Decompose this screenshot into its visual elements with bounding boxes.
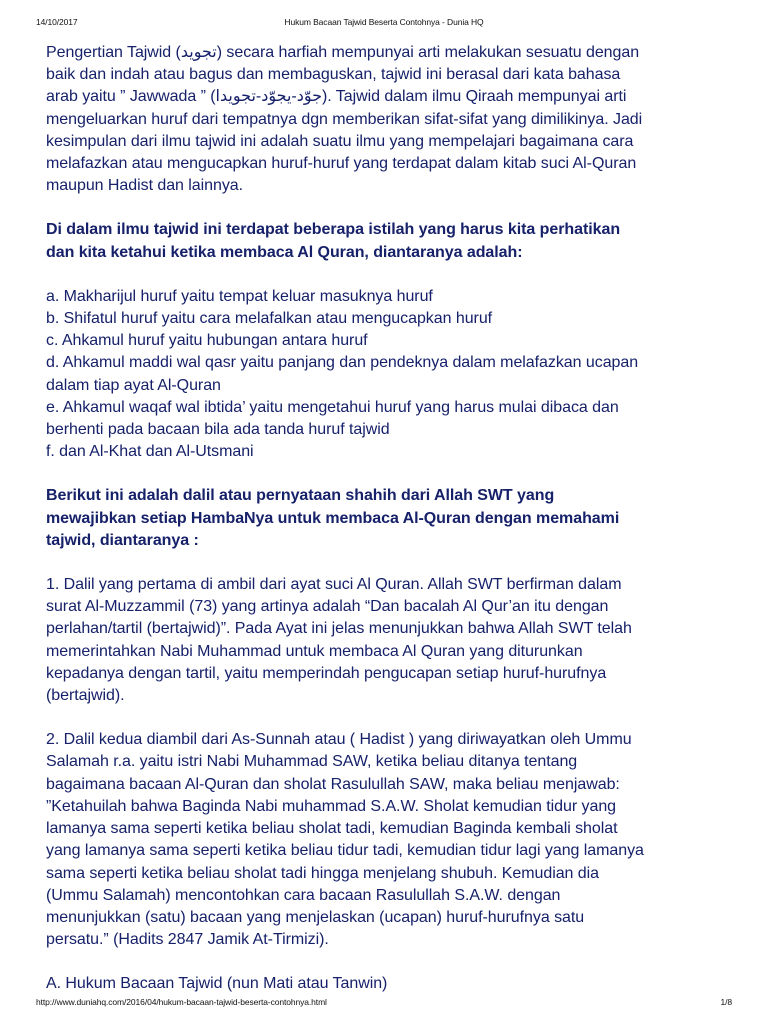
text-line: yang lamanya sama seperti ketika beliau tidur tadi, kemudian tidur lagi yang lamanya: [46, 842, 644, 860]
page-number: 1/8: [720, 997, 732, 1007]
list-item: dalam tiap ayat Al-Quran: [46, 376, 221, 394]
list-item: b. Shifatul huruf yaitu cara melafalkan atau mengucapkan huruf: [46, 310, 493, 328]
print-date: 14/10/2017: [36, 17, 78, 27]
text-line: (bertajwid).: [46, 687, 125, 705]
print-header: [0, 17, 768, 31]
text-line: Salamah r.a. yaitu istri Nabi Muhammad SAW, ketika beliau ditanya tentang: [46, 753, 578, 771]
print-footer: [0, 997, 768, 1011]
list-item: c. Ahkamul huruf yaitu hubungan antara huruf: [46, 332, 368, 350]
text-line: 2. Dalil kedua diambil dari As-Sunnah atau ( Hadist ) yang diriwayatkan oleh Ummu: [46, 731, 632, 749]
text-line: 1. Dalil yang pertama di ambil dari ayat suci Al Quran. Allah SWT berfirman dalam: [46, 576, 622, 594]
heading-line: Berikut ini adalah dalil atau pernyataan shahih dari Allah SWT yang: [46, 487, 555, 505]
text-line: lamanya sama seperti ketika beliau sholat tadi, kemudian Baginda kembali sholat: [46, 820, 618, 838]
heading-line: dan kita ketahui ketika membaca Al Quran, diantaranya adalah:: [46, 243, 523, 261]
text-line: surat Al-Muzzammil (73) yang artinya adalah “Dan bacalah Al Qur’an itu dengan: [46, 598, 609, 616]
text-line: persatu.” (Hadits 2847 Jamik At-Tirmizi).: [46, 931, 329, 949]
heading-line: Di dalam ilmu tajwid ini terdapat beberapa istilah yang harus kita perhatikan: [46, 221, 621, 239]
text-line: melafazkan atau mengucapkan huruf-huruf yang terdapat dalam kitab suci Al-Quran: [46, 155, 637, 173]
text-line: mengeluarkan huruf dari tempatnya dgn memberikan sifat-sifat yang dimilikinya. Jadi: [46, 110, 643, 128]
text-line: memerintahkan Nabi Muhammad untuk membaca Al Quran yang diturunkan: [46, 642, 583, 660]
list-item: f. dan Al-Khat dan Al-Utsmani: [46, 443, 254, 461]
list-item: a. Makharijul huruf yaitu tempat keluar masuknya huruf: [46, 287, 433, 305]
dalil-2-paragraph: [46, 729, 736, 951]
list-item: d. Ahkamul maddi wal qasr yaitu panjang dan pendeknya dalam melafazkan ucapan: [46, 354, 639, 372]
definition-paragraph: [46, 42, 736, 197]
page-url: http://www.duniahq.com/2016/04/hukum-bacaan-tajwid-beserta-contohnya.html: [36, 997, 327, 1007]
text-line: bagaimana bacaan Al-Quran dan sholat Rasulullah SAW, maka beliau menjawab:: [46, 775, 620, 793]
terms-heading: [46, 219, 736, 263]
text-line: maupun Hadist dan lainnya.: [46, 177, 244, 195]
text-line: baik dan indah atau bagus dan membaguskan, tajwid ini berasal dari kata bahasa: [46, 66, 621, 84]
text-line: ”Ketahuilah bahwa Baginda Nabi muhammad S.A.W. Sholat kemudian tidur yang: [46, 797, 617, 815]
text-line: sama seperti ketika beliau sholat tadi hingga menjelang shubuh. Kemudian dia: [46, 864, 600, 882]
list-item: berhenti pada bacaan bila ada tanda huruf tajwid: [46, 421, 390, 439]
text-line: kesimpulan dari ilmu tajwid ini adalah suatu ilmu yang mempelajari bagaimana cara: [46, 132, 634, 150]
text-line: menunjukkan (satu) bacaan yang menjelaskan (ucapan) huruf-hurufnya satu: [46, 908, 585, 926]
article-content: [46, 42, 736, 996]
text-line: (Ummu Salamah) mencontohkan cara bacaan Rasulullah S.A.W. dengan: [46, 886, 561, 904]
dalil-1-paragraph: [46, 574, 736, 707]
text-line: arab yaitu ” Jawwada ” (جوّد-يجوّد-تجويدا). Tajwid dalam ilmu Qiraah mempunyai arti: [46, 88, 627, 106]
heading-line: mewajibkan setiap HambaNya untuk membaca Al-Quran dengan memahami: [46, 509, 620, 527]
text-line: kepadanya dengan tartil, yaitu memperindah pengucapan setiap huruf-hurufnya: [46, 664, 607, 682]
dalil-heading: [46, 485, 736, 552]
text-line: perlahan/tartil (bertajwid)”. Pada Ayat ini jelas menunjukkan bahwa Allah SWT telah: [46, 620, 632, 638]
terms-list: [46, 286, 736, 464]
text-line: Pengertian Tajwid (تجويد) secara harfiah mempunyai arti melakukan sesuatu dengan: [46, 44, 640, 61]
heading-line: tajwid, diantaranya :: [46, 531, 199, 549]
list-item: e. Ahkamul waqaf wal ibtida’ yaitu mengetahui huruf yang harus mulai dibaca dan: [46, 398, 619, 416]
section-title: A. Hukum Bacaan Tajwid (nun Mati atau Tanwin): [46, 975, 388, 993]
print-page-title: Hukum Bacaan Tajwid Beserta Contohnya - Dunia HQ: [284, 17, 484, 27]
